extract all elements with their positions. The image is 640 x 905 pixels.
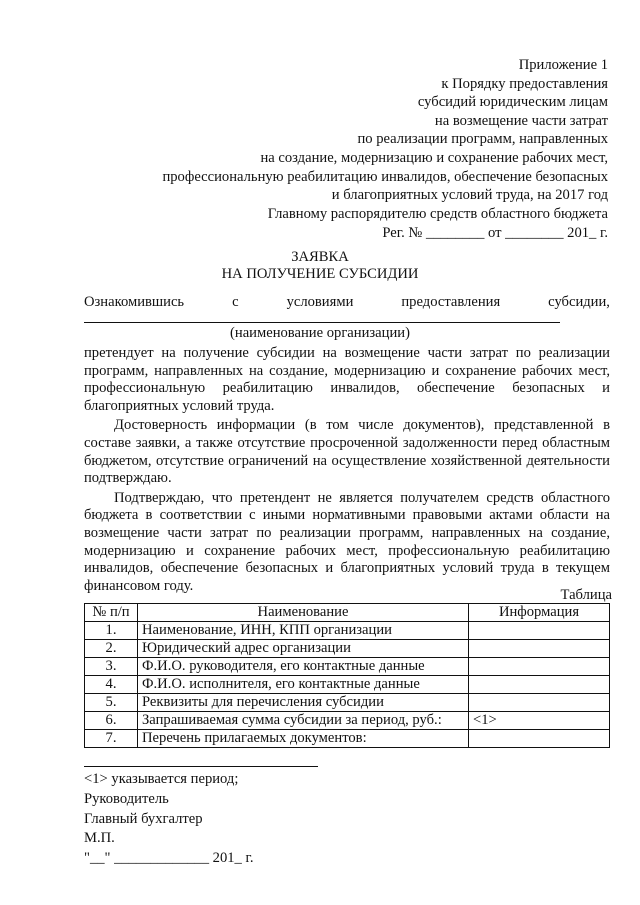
appendix-line: и благоприятных условий труда, на 2017 год xyxy=(331,187,608,204)
row-number: 6. xyxy=(85,712,138,730)
signature-block xyxy=(84,770,254,869)
row-info: <1> xyxy=(469,712,610,730)
row-number: 2. xyxy=(85,640,138,658)
table-row xyxy=(85,622,610,640)
row-name: Наименование, ИНН, КПП организации xyxy=(138,622,469,640)
paragraph: претендует на получение субсидии на возмещение части затрат по реализации программ, направленных на создание, модернизацию и сохранение рабочих мест, профессиональную реабилитацию инвалидов, обеспечение безопасных и благоприятных условий труда. xyxy=(84,345,610,414)
row-name: Ф.И.О. исполнителя, его контактные данные xyxy=(138,676,469,694)
row-info xyxy=(469,640,610,658)
paragraph: Подтверждаю, что претендент не является получателем средств областного бюджета в соответствии с иными нормативными правовыми актами области на возмещение части затрат по реализации программ, направленных на создание, модернизацию и сохранение рабочих мест, профессиональную реабилитацию инвалидов, обеспечение безопасных и благоприятных условий труда в текущем финансовом году. xyxy=(84,489,610,594)
row-info xyxy=(469,622,610,640)
registration-line: Рег. № ________ от ________ 201_ г. xyxy=(382,224,608,241)
document-title xyxy=(0,249,640,283)
row-number: 5. xyxy=(85,694,138,712)
info-table xyxy=(84,603,610,748)
header-cell: Наименование xyxy=(138,604,469,622)
row-info xyxy=(469,730,610,748)
table-row xyxy=(85,730,610,748)
appendix-line: Приложение 1 xyxy=(518,57,608,73)
intro-line xyxy=(84,293,610,311)
intro-paragraph xyxy=(84,293,610,311)
organization-blank-line xyxy=(84,322,560,323)
row-name: Перечень прилагаемых документов: xyxy=(138,730,469,748)
organization-caption: (наименование организации) xyxy=(230,325,410,341)
row-info xyxy=(469,658,610,676)
appendix-line: по реализации программ, направленных xyxy=(357,131,608,148)
title-line: НА ПОЛУЧЕНИЕ СУБСИДИИ xyxy=(221,266,419,282)
header-cell: № п/п xyxy=(85,604,138,622)
header-cell: Информация xyxy=(469,604,610,622)
row-name: Юридический адрес организации xyxy=(138,640,469,658)
stamp-place: М.П. xyxy=(84,830,115,847)
intro-word: условиями xyxy=(286,294,354,310)
footnote-divider xyxy=(84,766,318,767)
title-line: ЗАЯВКА xyxy=(291,249,349,265)
addressee-block xyxy=(268,205,608,242)
row-name: Запрашиваемая сумма субсидии за период, руб.: xyxy=(138,712,469,730)
row-number: 3. xyxy=(85,658,138,676)
table-row xyxy=(85,694,610,712)
appendix-line: на возмещение части затрат xyxy=(434,112,608,129)
addressee-line: Главному распорядителю средств областного бюджета xyxy=(267,206,608,222)
row-info xyxy=(469,694,610,712)
row-number: 4. xyxy=(85,676,138,694)
row-name: Ф.И.О. руководителя, его контактные данные xyxy=(138,658,469,676)
body-text xyxy=(84,345,610,595)
head-signature: Руководитель xyxy=(84,790,169,807)
intro-word: Ознакомившись xyxy=(84,294,185,310)
intro-word: предоставления xyxy=(401,294,501,310)
row-number: 7. xyxy=(85,730,138,748)
appendix-header xyxy=(162,56,608,205)
table-caption: Таблица xyxy=(560,587,612,603)
table-row xyxy=(85,658,610,676)
appendix-line: на создание, модернизацию и сохранение рабочих мест, xyxy=(260,149,608,166)
table-row xyxy=(85,640,610,658)
date-line: "__" _____________ 201_ г. xyxy=(84,850,254,867)
accountant-signature: Главный бухгалтер xyxy=(84,810,203,827)
row-number: 1. xyxy=(85,622,138,640)
footnote: <1> указывается период; xyxy=(84,771,239,787)
appendix-line: субсидий юридическим лицам xyxy=(417,94,608,111)
table-header-row xyxy=(85,604,610,622)
intro-word: субсидии, xyxy=(548,294,610,310)
paragraph: Достоверность информации (в том числе документов), представленной в составе заявки, а также отсутствие просроченной задолженности перед областным бюджетом, отсутствие ограничений на осуществление хозяйственной деятельности подтверждаю. xyxy=(84,417,610,487)
table-row xyxy=(85,676,610,694)
appendix-line: к Порядку предоставления xyxy=(441,75,608,92)
appendix-line: профессиональную реабилитацию инвалидов, обеспечение безопасных xyxy=(162,168,608,185)
intro-word: с xyxy=(232,294,239,310)
table-row xyxy=(85,712,610,730)
row-info xyxy=(469,676,610,694)
row-name: Реквизиты для перечисления субсидии xyxy=(138,694,469,712)
